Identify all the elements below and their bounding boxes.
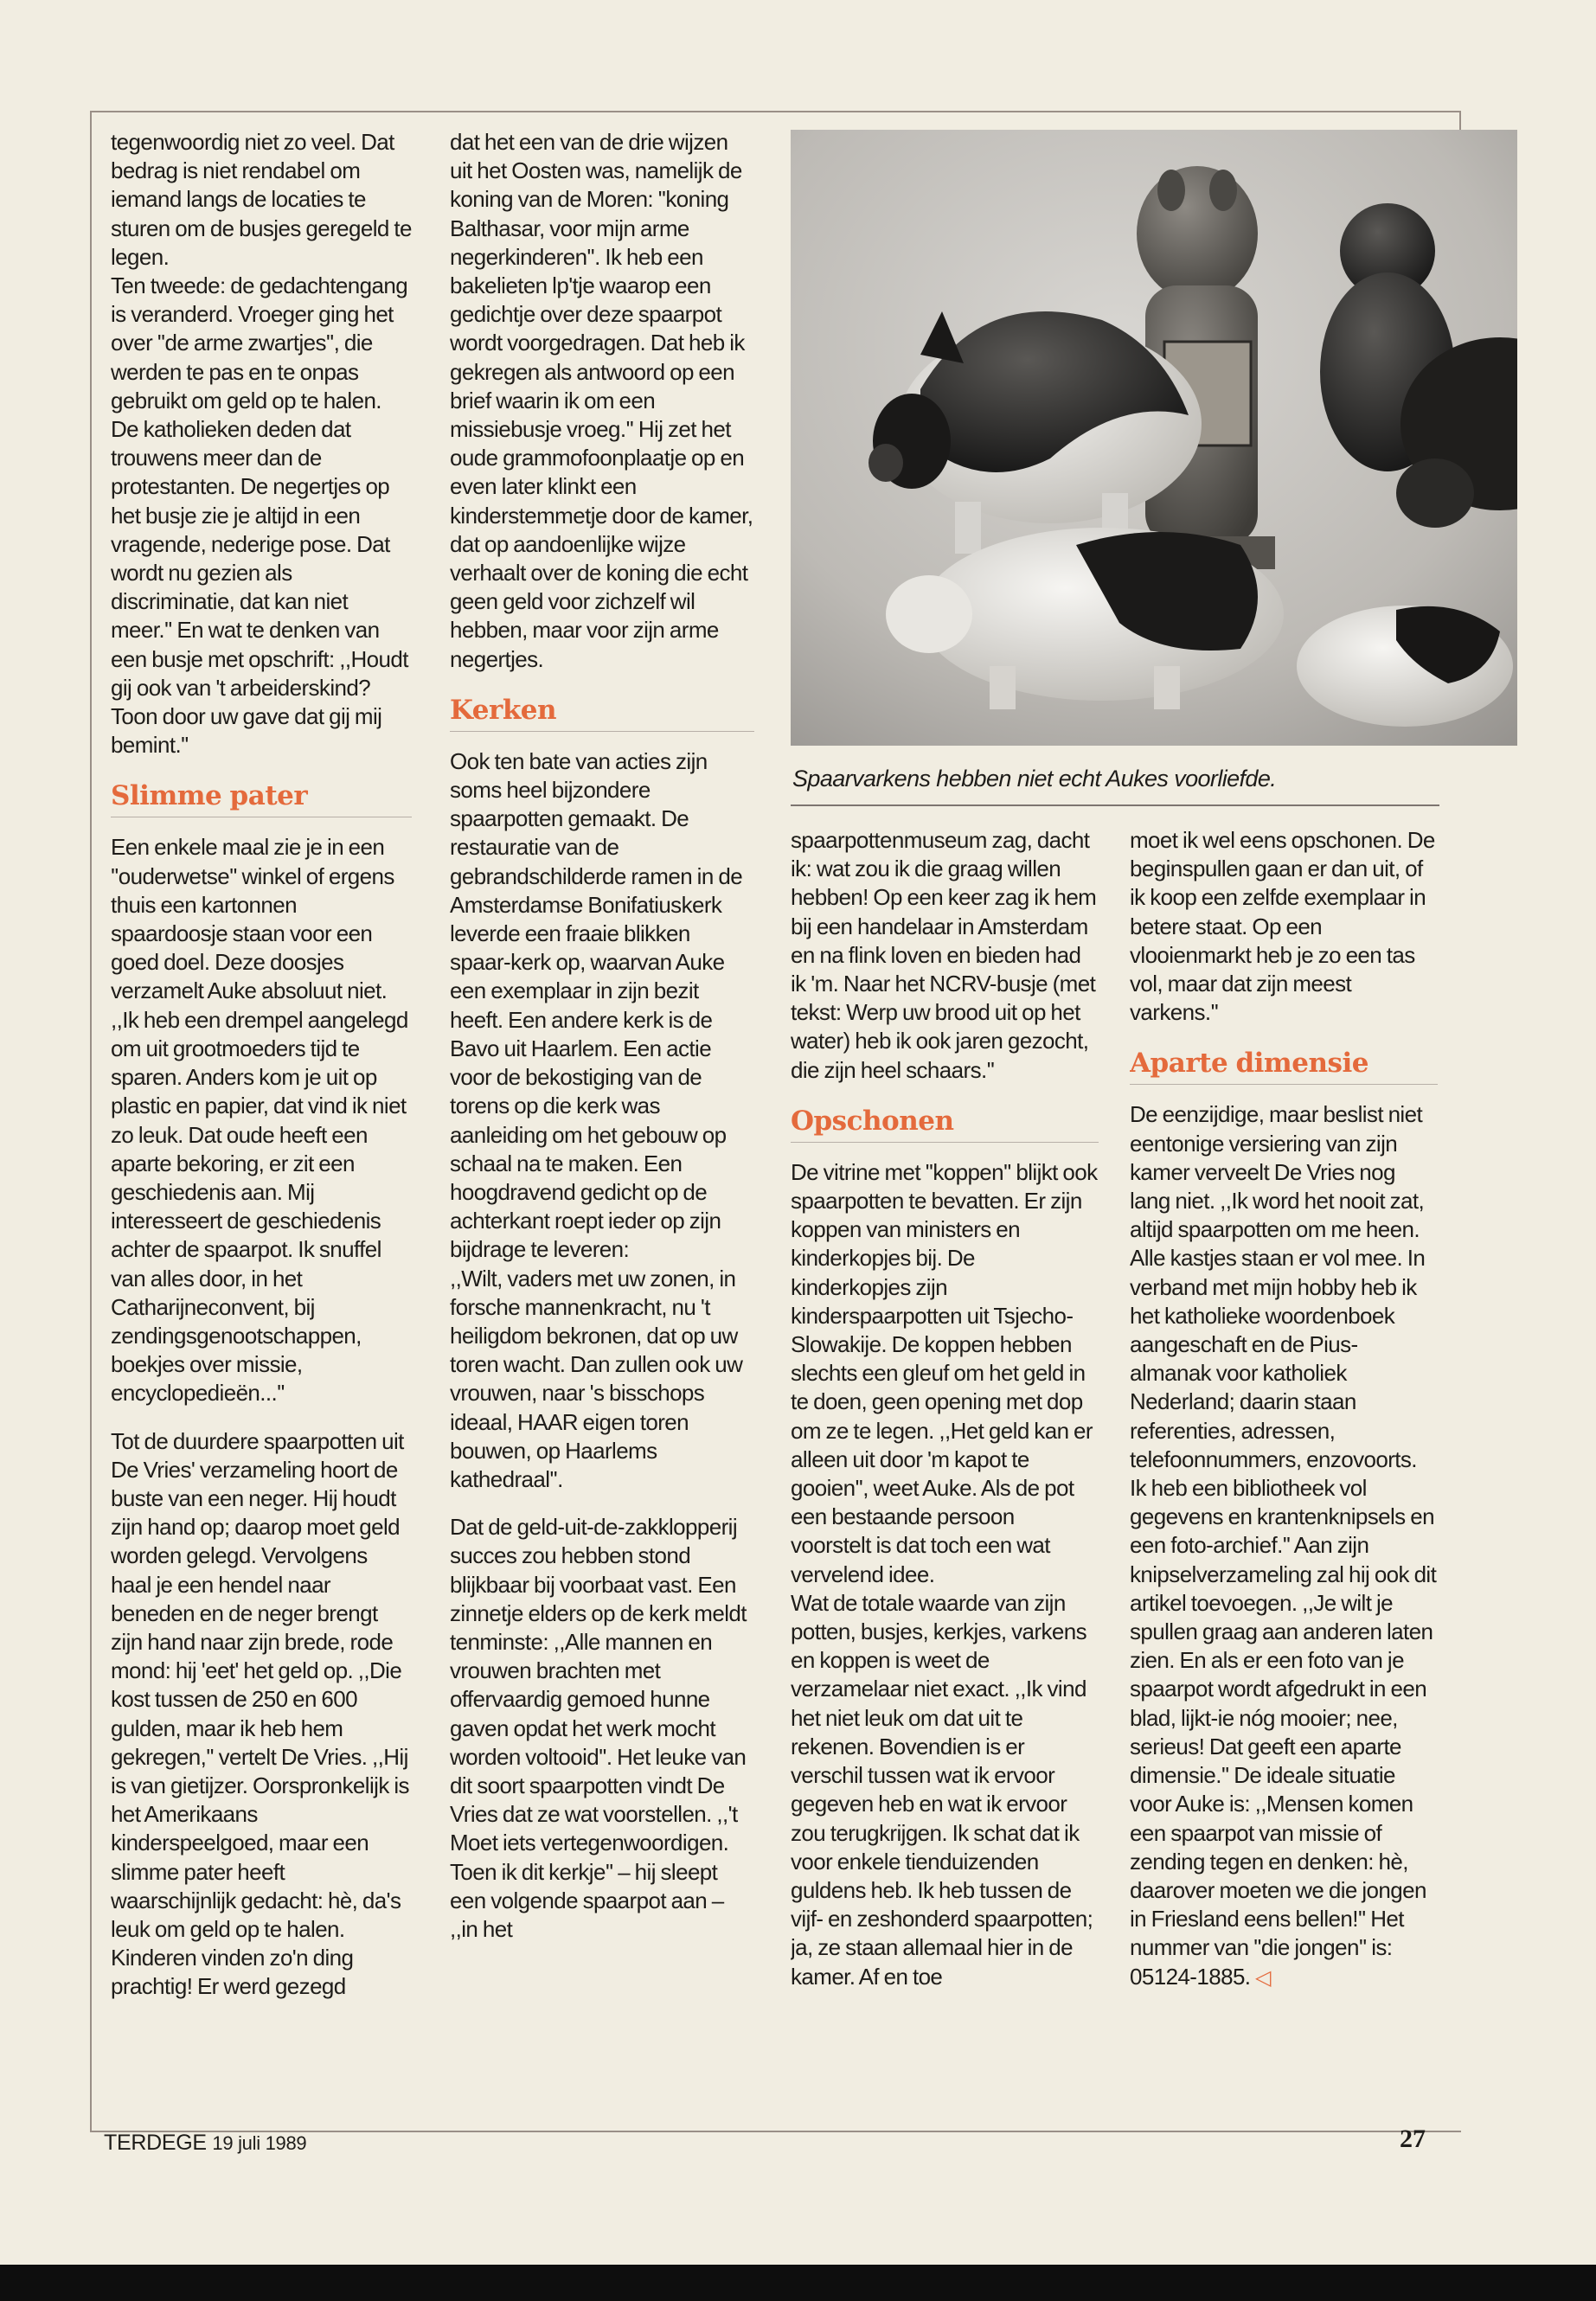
- heading-rule: [791, 1142, 1099, 1143]
- small-white-pig: [1297, 606, 1513, 727]
- paragraph-text: De eenzijdige, maar beslist niet eentonige versiering van zijn kamer verveelt De Vries nog lang niet. ,,Ik word het nooit zat, altijd spaarpotten om me heen. Alle kastjes staan er vol mee. In verband met mijn hobby heb ik het katholieke woordenboek aangeschaft en de Pius-almanak voor katholiek Nederland; daarin staan referenties, adressen, telefoonnummers, enzovoorts. Ik heb een bibliotheek vol gegevens en krantenknipsels en een foto-archief.'' Aan zijn knipselverzameling zal hij ook dit artikel toevoegen. ,,Je wilt je spullen graag aan anderen laten zien. En als er een foto van je spaarpot wordt afgedrukt in een blad, lijkt-ie nóg mooier; nee, serieus! Dat geeft een aparte dimensie.'' De ideale situatie voor Auke is: ,,Mensen komen een spaarpot van missie of zending tegen en denken: hè, daarover moeten we die jongen in Friesland eens bellen!'' Het nummer van ''die jongen'' is: 05124-1885.: [1130, 1101, 1437, 1990]
- caption-rule: [791, 804, 1439, 806]
- heading-rule: [1130, 1084, 1438, 1085]
- article-column-4: [1130, 826, 1438, 2011]
- paragraph: moet ik wel eens opschonen. De beginspullen gaan er dan uit, of ik koop een zelfde exemplaar in betere staat. Op een vlooienmarkt heb je zo een tas vol, maar dat zijn meest varkens.'': [1130, 827, 1435, 1026]
- page-number: 27: [1400, 2125, 1426, 2153]
- article-column-1: [111, 128, 412, 2021]
- frame-rule-top: [90, 111, 1461, 112]
- section-heading: Kerken: [450, 694, 557, 726]
- section-heading: Opschonen: [791, 1105, 954, 1137]
- heading-rule: [450, 731, 754, 732]
- paragraph: Ook ten bate van acties zijn soms heel bijzondere spaarpotten gemaakt. De restauratie van de gebrandschilderde ramen in de Amsterdamse Bonifatiuskerk leverde een fraaie blikken spaar-kerk op, waarvan Auke een exemplaar in zijn bezit heeft. Een andere kerk is de Bavo uit Haarlem. Een actie voor de bekostiging van de torens op die kerk was aanleiding om het gebouw op schaal na te maken. Een hoogdravend gedicht op de achterkant roept ieder op zijn bijdrage te leveren:: [450, 747, 743, 1263]
- photo-caption: Spaarvarkens hebben niet echt Aukes voorliefde.: [792, 766, 1277, 792]
- photo-illustration: [791, 130, 1517, 746]
- scan-edge: [0, 2265, 1596, 2301]
- paragraph: [1130, 1100, 1438, 1991]
- piggy-banks-photo: [791, 130, 1517, 746]
- paragraph: Een enkele maal zie je in een ''ouderwetse'' winkel of ergens thuis een kartonnen spaardoosje staan voor een goed doel. Deze doosjes verzamelt Auke absoluut niet. ,,Ik heb een drempel aangelegd om uit grootmoeders tijd te sparen. Anders kom je uit op plastic en papier, dat vind ik niet zo leuk. Dat oude heeft een aparte bekoring, er zit een geschiedenis aan. Mij interesseert de geschiedenis achter de spaarpot. Ik snuffel van alles door, in het Catharijneconvent, bij zendingsgenootschappen, boekjes over missie, encyclopedieën...'': [111, 834, 408, 1407]
- frame-rule-left: [90, 111, 92, 2132]
- paragraph: Tot de duurdere spaarpotten uit De Vries' verzameling hoort de buste van een neger. Hij houdt zijn hand op; daarop moet geld worden gelegd. Vervolgens haal je een hendel naar beneden en de neger brengt zijn hand naar zijn brede, rode mond: hij 'eet' het geld op. ,,Die kost tussen de 250 en 600 gulden, maar ik heb hem gekregen,'' vertelt De Vries. ,,Hij is van gietijzer. Oorspronkelijk is het Amerikaans kinderspeelgoed, maar een slimme pater heeft waarschijnlijk gedacht: hè, da's leuk om geld op te halen. Kinderen vinden zo'n ding prachtig! Er werd gezegd: [111, 1427, 409, 2000]
- footer-issue: [104, 2130, 306, 2157]
- paragraph: spaarpottenmuseum zag, dacht ik: wat zou ik die graag willen hebben! Op een keer zag ik hem bij een handelaar in Amsterdam en na flink loven en bieden had ik 'm. Naar het NCRV-busje (met tekst: Werp uw brood uit op het water) heb ik ook jaren gezocht, die zijn heel schaars.'': [791, 827, 1097, 1083]
- paragraph: Ten tweede: de gedachtengang is veranderd. Vroeger ging het over ''de arme zwartjes'', die werden te pas en te onpas gebruikt om geld op te halen. De katholieken deden dat trouwens meer dan de protestanten. De negertjes op het busje zie je altijd in een vragende, nederige pose. Dat wordt nu gezien als discriminatie, dat kan niet meer.'' En wat te denken van een busje met opschrift: ,,Houdt gij ook van 't arbeiderskind? Toon door uw gave dat gij mij bemint.'': [111, 272, 408, 759]
- paragraph: dat het een van de drie wijzen uit het Oosten was, namelijk de koning van de Moren: ''koning Balthasar, voor mijn arme negerkinderen''. Ik heb een bakelieten lp'tje waarop een gedichtje over deze spaarpot wordt voorgedragen. Dat heb ik gekregen als antwoord op een brief waarin ik om een missiebusje vroeg.'' Hij zet het oude grammofoonplaatje op en even later klinkt een kinderstemmetje door de kamer, dat op aandoenlijke wijze verhaalt over de koning die echt geen geld voor zichzelf wil hebben, maar voor zijn arme negertjes.: [450, 129, 753, 672]
- paragraph: De vitrine met ''koppen'' blijkt ook spaarpotten te bevatten. Er zijn koppen van ministers en kinderkopjes bij. De kinderkopjes zijn kinderspaarpotten uit Tsjecho-Slowakije. De koppen hebben slechts een gleuf om het geld in te doen, geen opening met dop om ze te legen. ,,Het geld kan er alleen uit door 'm kapot te gooien'', weet Auke. Als de pot een bestaande persoon voorstelt is dat toch een wat vervelend idee.: [791, 1158, 1098, 1587]
- paragraph: Dat de geld-uit-de-zakklopperij succes zou hebben stond blijkbaar bij voorbaat vast. Een zinnetje elders op de kerk meldt tenminste: ,,Alle mannen en vrouwen brachten met offervaardig gemoed hunne gaven opdat het werk mocht worden voltooid''. Het leuke van dit soort spaarpotten vindt De Vries dat ze wat voorstellen. ,,'t Moet iets vertegenwoordigen. Toen ik dit kerkje'' – hij sleept een volgende spaarpot aan – ,,in het: [450, 1514, 747, 1942]
- article-column-3: [791, 826, 1099, 2010]
- poem-quote: ,,Wilt, vaders met uw zonen, in forsche mannenkracht, nu 't heiligdom bekronen, dat op uw toren wacht. Dan zullen ook uw vrouwen, naar 's bisschops ideaal, HAAR eigen toren bouwen, op Haarlems kathedraal''.: [450, 1265, 743, 1492]
- paragraph: Wat de totale waarde van zijn potten, busjes, kerkjes, varkens en koppen is weet de verzamelaar niet exact. ,,Ik vind het niet leuk om dat uit te rekenen. Bovendien is er verschil tussen wat ik ervoor gegeven heb en wat ik ervoor zou terugkrijgen. Ik schat dat ik voor enkele tienduizenden guldens heb. Ik heb tussen de vijf- en zeshonderd spaarpotten; ja, ze staan allemaal hier in de kamer. Af en toe: [791, 1589, 1093, 1990]
- issue-date: 19 juli 1989: [212, 2132, 307, 2154]
- end-mark-icon: ◁: [1255, 1965, 1271, 1990]
- section-heading: Slimme pater: [111, 780, 308, 812]
- paragraph: tegenwoordig niet zo veel. Dat bedrag is niet rendabel om iemand langs de locaties te sturen om de busjes geregeld te legen.: [111, 129, 412, 270]
- article-column-2: [450, 128, 754, 1963]
- section-heading: Aparte dimensie: [1130, 1048, 1368, 1080]
- magazine-name: TERDEGE: [104, 2131, 207, 2155]
